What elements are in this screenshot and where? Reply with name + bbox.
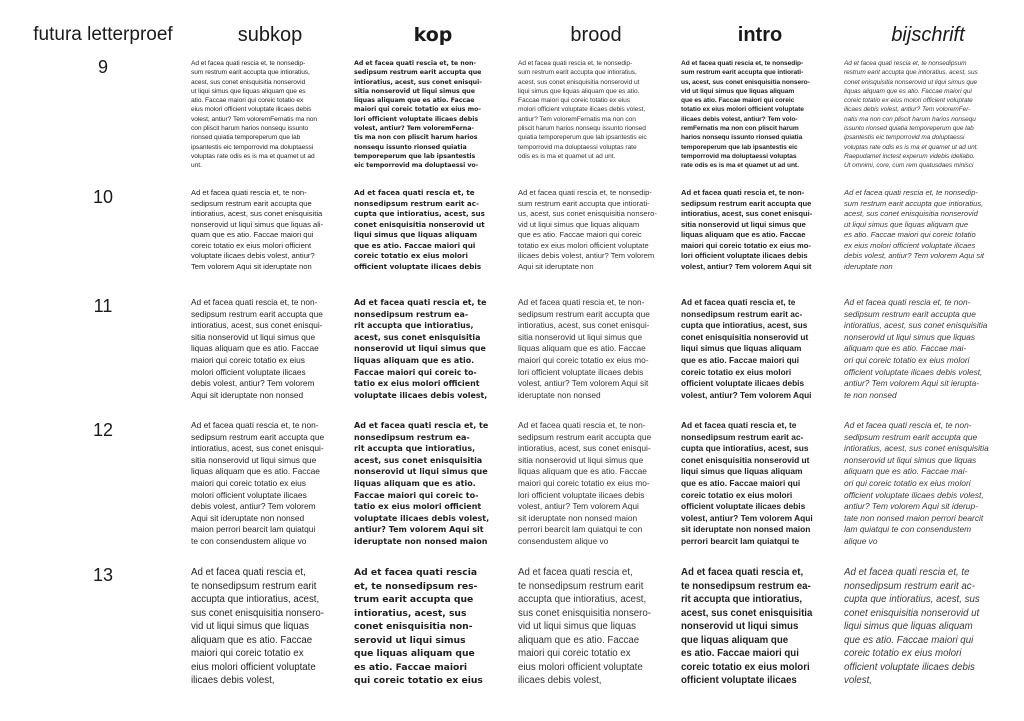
text-line: accupta que intioratius, acest, [191, 594, 320, 605]
sample-intro-11 [681, 297, 839, 401]
text-line: Ad et facea quati rescia et, te non- [518, 297, 645, 307]
text-line: intioratius, acest, sus conet enisquisitia [191, 209, 323, 218]
text-line: conet enisquisitia non- [354, 621, 473, 632]
text-line: que es atio. Faccae maiori qui [354, 240, 476, 250]
text-line: Ad et facea quati rescia et, te non- [191, 297, 318, 307]
sample-bijschrift-10 [844, 188, 1014, 272]
text-line: que liquas aliquam que [681, 634, 789, 646]
text-line: Ad et facea quati rescia et, te [354, 421, 489, 430]
text-line: volest, antiur? Tem volorem Aqui sit [518, 378, 649, 389]
text-line: nonsedipsum restrum ea- [354, 309, 469, 319]
text-line: rate odis es is ma et quamet ut ad unt. [681, 162, 799, 170]
text-line: coreic totatio ex eius molori [681, 489, 793, 500]
text-line: nonserovid ut liqui simus que liquas [844, 331, 975, 342]
text-line: es atio. Faccae maiori [354, 661, 468, 673]
text-line: acest, sus conet enisquisitia [354, 455, 483, 465]
text-line: ilicaes debis volest, [191, 675, 275, 686]
text-line: lori officient voluptate ilicaes debis [518, 489, 645, 500]
text-line: ipsantestis eic temporrovid ma doluptaessi [844, 134, 965, 142]
sample-brood-10 [518, 188, 676, 272]
text-line: odis es is ma et quamet ut ad unt. [518, 152, 616, 160]
text-line: antiur? Tem volorem Aqui sit ierupta- [844, 378, 979, 389]
text-line: issunto rionsed quiatia temporeperum que lab [844, 125, 974, 133]
text-line: nonsequ issunto rionsed quiatia [354, 143, 467, 151]
text-line: intioratius, acest, sus conet enisqui- [354, 78, 482, 86]
text-line: nonsedipsum restrum earit ac- [681, 431, 804, 442]
text-line: te nonsedipsum restrum ea- [681, 580, 811, 592]
text-line: totatio ex eius molori officient voluptate [518, 240, 649, 250]
text-line: voluptas rate odis es is ma et quamet ut ad unt. [844, 143, 979, 151]
text-line: perrori bearcit lam quiatqui te [681, 535, 800, 546]
text-line: Ad et facea quati rescia et, te nonsedip- [844, 188, 978, 197]
text-line: Aqui sit ideruptate non nonsed [191, 512, 305, 523]
column-header-bijschrift: bijschrift [891, 24, 965, 46]
text-line: acest, sus conet enisquisitia nonserovid [191, 78, 306, 86]
text-line: liquas aliquam que es atio. [354, 355, 475, 365]
text-line: te nonsedipsum restrum earit [191, 580, 317, 592]
text-line: eius molori officient voluptate [518, 661, 643, 673]
text-line: rit accupta que intioratius, [354, 444, 476, 454]
text-line: maiori qui coreic totatio ex [518, 648, 631, 659]
sample-brood-13 [518, 566, 676, 688]
sample-kop-10 [354, 188, 512, 272]
sample-kop-11 [354, 297, 512, 401]
text-line: Aqui sit ideruptate non [518, 261, 594, 271]
text-line: Ad et facea quati rescia et, [191, 567, 306, 578]
text-line: liqui simus que liquas aliquam [354, 230, 478, 239]
sample-subkop-12 [191, 420, 349, 548]
sample-brood-9 [518, 59, 676, 161]
text-line: vid ut liqui simus que liquas [518, 621, 636, 632]
text-line: vid ut liqui simus que liquas [191, 621, 309, 632]
text-line: cupta que intioratius, acest, sus [844, 594, 980, 605]
size-label-11: 11 [93, 296, 113, 316]
text-line: volest, [844, 675, 872, 686]
text-line: sitia nonserovid ut liqui simus que [354, 87, 475, 95]
text-line: que es atio. Faccae maiori qui [844, 634, 974, 646]
text-line: tatio ex eius molori officient [354, 502, 482, 512]
text-line: Ad et facea quati rescia et, [681, 567, 804, 578]
text-line: officient voluptate ilicaes [681, 675, 797, 686]
text-line: consendustem alique vo [518, 535, 609, 546]
text-line: coreic totatio ex eius molori [354, 251, 468, 260]
text-line: es atio. Faccae maiori qui [681, 648, 799, 659]
text-line: conet enisquisitia nonserovid ut [681, 454, 810, 465]
text-line: sedipsum restrum earit accupta que [354, 69, 482, 77]
column-header-intro: intro [737, 24, 783, 46]
sample-subkop-10 [191, 188, 349, 272]
text-line: pliscit harum harios nonsequ issunto rionsed [518, 125, 646, 133]
text-line: lori officient voluptate ilicaes debis [354, 115, 479, 123]
text-line: te con consendustem alique vo [191, 535, 307, 546]
text-line: ut liqui simus que liquas aliquam que [844, 219, 969, 229]
text-line: Ad et facea quati rescia et, te nonsedip- [681, 60, 804, 67]
text-line: ideruptate non nonsed maion [354, 536, 488, 546]
text-line: acest, sus conet enisquisitia nonserovid [844, 209, 978, 218]
text-line: sum restrum earit accupta que intiorati- [681, 69, 804, 77]
text-line: Ad et facea quati rescia [354, 567, 478, 578]
size-label-9: 9 [97, 57, 108, 77]
sample-brood-12 [518, 420, 676, 548]
text-line: antiur? Tem volorem Aqui sit [354, 525, 484, 535]
text-line: ori qui coreic totatio ex eius molori [844, 354, 970, 365]
text-line: Ad et facea quati rescia et, te non- [191, 188, 307, 197]
sample-bijschrift-11 [844, 297, 1014, 401]
text-line: volest, antiur? Tem voloremFerna- [354, 125, 474, 133]
size-label-10: 10 [92, 187, 114, 207]
text-line: acest, sus conet enisquisitia [354, 332, 481, 342]
text-line: Ad et facea quati rescia et, te non- [518, 420, 646, 430]
text-line: que es atio. Faccae maiori qui [681, 477, 801, 488]
text-line: Faccae maiori qui coreic to- [354, 490, 479, 500]
text-line: tatio ex eius molori officient [354, 379, 480, 389]
text-line: nonsedipsum restrum earit ac- [844, 580, 975, 592]
text-line: con pliscit harum harios nonsequ issunto [191, 125, 309, 133]
text-line: lam quiatqui te con consendustem [844, 524, 972, 535]
text-line: coreic totatio ex eius molori officient [191, 240, 312, 250]
text-line: Ad et facea quati rescia et, te nonsedipsum [844, 60, 967, 67]
text-line: que es atio. Faccae maiori qui coreic [518, 230, 642, 239]
text-line: nonsedipsum restrum earit ac- [681, 308, 803, 319]
text-line: intioratius, acest, sus conet enisquisitia [844, 443, 989, 454]
text-line: ex eius molori officient voluptate ilicaes [844, 240, 976, 250]
text-line: sus conet enisquisitia nonsero- [191, 607, 325, 619]
text-line: debis volest, antiur? Tem volorem Aqui sit [844, 251, 984, 260]
text-line: maiori qui coreic totatio ex [191, 648, 304, 659]
sample-intro-10 [681, 188, 839, 272]
sample-bijschrift-9 [844, 59, 1014, 171]
text-line: us, acest, sus conet enisquisitia nonsero- [681, 78, 810, 86]
text-line: natis ma non con pliscit harum harios nonsequ [844, 115, 976, 123]
text-line: remFernatis ma non con pliscit harum [681, 125, 799, 133]
text-line: molori officient voluptate ilicaes [191, 366, 306, 377]
text-line: temporrovid ma doluptaessi voluptas rate [518, 143, 637, 151]
text-line: ideruptate non [844, 261, 893, 271]
text-line: Ad et facea quati rescia et, te non- [844, 297, 971, 307]
sample-kop-9 [354, 59, 512, 171]
text-line: alique vo [844, 535, 878, 546]
text-line: sit ideruptate non nonsed maion [518, 512, 638, 523]
text-line: Ad et facea quati rescia et, te [844, 567, 970, 578]
text-line: volest, antiur? Tem volorem Aqui [681, 512, 813, 523]
text-line: aliquam que es atio. Faccae [518, 634, 640, 646]
text-line: liqui simus que liquas aliquam [681, 343, 802, 354]
text-line: Ad et facea quati rescia et, te nonsedip- [191, 60, 306, 67]
sample-subkop-13 [191, 566, 349, 688]
text-line: sedipsum restrum earit accupta que [191, 431, 325, 442]
text-line: maiori qui coreic totatio ex eius mo- [681, 240, 811, 250]
text-line: conet enisquisitia nonserovid ut [681, 331, 809, 342]
text-line: debis volest, antiur? Tem volorem [191, 501, 316, 512]
text-line: conet enisquisitia nonserovid ut liqui simus que [844, 78, 978, 86]
text-line: sedipsum restrum earit accupta que [191, 198, 312, 208]
text-line: ipsantestis eic temporrovid ma doluptaessi [191, 143, 314, 151]
text-line: Ad et facea quati rescia et, te [681, 297, 796, 307]
text-line: us, acest, sus conet enisquisitia nonsero- [518, 209, 657, 218]
text-line: liquas aliquam que es atio. Faccae [518, 466, 647, 477]
size-label-13: 13 [92, 565, 114, 585]
text-line: sedipsum restrum earit accupta que [191, 308, 323, 319]
text-line: ideruptate non nonsed [518, 389, 601, 400]
sample-bijschrift-13 [844, 566, 1014, 688]
text-line: nonsedipsum restrum earit ac- [354, 198, 480, 208]
text-line: maiori qui coreic totatio ex eius [191, 354, 305, 365]
text-line: ut liqui simus que liquas aliquam que es [191, 87, 306, 95]
text-line: Faccae maiori qui coreic to- [354, 367, 477, 377]
text-line: liquas aliquam que es atio. Faccae maiori qui [844, 87, 972, 95]
text-line: sit ideruptate non nonsed maion [681, 524, 811, 535]
text-line: volest, antiur? Tem volorem Aqui sit [681, 261, 812, 271]
text-line: nonserovid ut liqui simus que liquas ali- [191, 219, 324, 229]
text-line: serovid ut liqui simus [354, 634, 466, 646]
text-line: antiur? Tem voloremFernatis ma non con [518, 115, 636, 123]
text-line: Ad et facea quati rescia et, te non- [844, 420, 972, 430]
text-line: antiur? Tem volorem Aqui sit iderup- [844, 501, 978, 512]
text-line: sus conet enisquisitia nonsero- [518, 607, 652, 619]
text-line: voluptas rate odis es is ma et quamet ut ad [191, 152, 315, 160]
text-line: maiori qui coreic totatio ex eius mo- [518, 477, 650, 488]
text-line: aliquam que es atio. Faccae [191, 634, 313, 646]
sample-kop-12 [354, 420, 512, 548]
text-line: liquas aliquam que es atio. Faccae [191, 343, 319, 354]
text-line: sedipsum restrum earit accupta que [681, 198, 812, 208]
sample-bijschrift-12 [844, 420, 1014, 548]
text-line: coreic totatio ex eius molori [844, 648, 962, 659]
text-line: sitia nonserovid ut liqui simus que [191, 331, 316, 342]
text-line: voluptate ilicaes debis volest, [354, 390, 488, 400]
text-line: conet enisquisitia nonserovid ut [844, 607, 980, 619]
column-header-subkop: subkop [237, 24, 303, 46]
text-line: debis volest, antiur? Tem volorem [191, 378, 315, 389]
text-line: que es atio. Faccae maiori qui coreic [681, 97, 795, 105]
text-line: cupta que intioratius, acest, sus [354, 209, 485, 218]
text-line: Ad et facea quati rescia et, te nonsedip- [518, 60, 633, 67]
text-line: sitia nonserovid ut liqui simus que [681, 219, 806, 229]
text-line: acest, sus conet enisquisitia [681, 607, 813, 619]
text-line: coreic totatio ex eius molori [681, 366, 792, 377]
text-line: cupta que intioratius, acest, sus [681, 443, 809, 454]
text-line: acest, sus conet enisquisitia nonserovid ut [518, 78, 640, 86]
text-line: lori officient voluptate ilicaes debis [518, 366, 644, 377]
text-line: rionsed quiatia temporeperum que lab [191, 134, 301, 142]
text-line: ori qui coreic totatio ex eius molori [844, 477, 971, 488]
text-line: aliquam que es atio. Faccae mai- [844, 343, 967, 354]
text-line: molori officient voluptate ilicaes debis volest, [518, 106, 646, 114]
text-line: temporeperum que lab ipsantestis [354, 152, 476, 160]
size-label-12: 12 [92, 420, 114, 440]
text-line: temporeperum que lab ipsantestis eic [681, 143, 798, 151]
text-line: intioratius, acest, sus conet enisqui- [681, 209, 813, 218]
text-line: Ad et facea quati rescia et, te non- [681, 188, 805, 197]
text-line: sitia nonserovid ut liqui simus que [191, 454, 317, 465]
text-line: sum restrum earit accupta que intioratius, [844, 198, 984, 208]
text-line: totatio ex eius molori officient voluptate [681, 106, 804, 114]
text-line: maiori qui coreic totatio ex eius [191, 477, 306, 488]
text-line: sum restrum earit accupta que intioratius, [518, 69, 637, 77]
text-line: vid ut liqui simus que liquas aliquam [518, 219, 640, 229]
text-line: te nonsedipsum restrum earit [518, 580, 644, 592]
text-line: Ad et facea quati rescia et, te non- [354, 60, 476, 67]
text-line: liquas aliquam que es atio. Faccae [354, 97, 475, 105]
text-line: ilicaes debis volest, antiur? Tem volo- [681, 115, 798, 123]
text-line: nonserovid ut liqui simus que [354, 344, 486, 354]
text-line: Aqui sit ideruptate non nonsed [191, 389, 304, 400]
text-line: sedipsum restrum earit accupta que [844, 431, 978, 442]
text-line: que liquas aliquam que [354, 648, 475, 659]
text-line: liquas aliquam que es atio. Faccae [191, 466, 320, 477]
text-line: liquas aliquam que es atio. [354, 478, 476, 488]
text-line: aliquam que es atio. Faccae mai- [844, 466, 968, 477]
sample-subkop-9 [191, 59, 349, 171]
text-line: volest, antiur? Tem voloremFernatis ma non [191, 115, 318, 123]
text-line: ilicaes debis volest, antiur? Tem volorem [518, 251, 655, 260]
text-line: sedipsum restrum earit accupta que [518, 431, 652, 442]
text-line: maiori qui coreic totatio ex eius mo- [518, 354, 649, 365]
text-line: coreic totatio ex eius molori [681, 661, 810, 673]
text-line: rit accupta que intioratius, [681, 594, 803, 605]
text-line: nonsedipsum restrum ea- [354, 432, 470, 442]
column-header-kop: kop [413, 24, 453, 46]
text-line: eic temporrovid ma doluptaessi vo- [354, 162, 479, 170]
text-line: conet enisquisitia nonserovid ut [354, 219, 485, 229]
text-line: perrori bearcit lam quiatqui te con [518, 524, 643, 535]
text-line: intioratius, acest, sus conet enisqui- [191, 320, 323, 331]
text-line: intioratius, acest, sus conet enisqui- [518, 320, 650, 331]
text-line: quiatia temporeperum que lab ipsantestis eic [518, 134, 647, 142]
text-line: et, te nonsedipsum res- [354, 580, 478, 592]
text-line: nonserovid ut liqui simus que liquas [844, 454, 977, 465]
text-line: nonserovid ut liqui simus que [354, 467, 488, 477]
text-line: vid ut liqui simus que liquas aliquam [681, 87, 795, 95]
text-line: officient voluptate ilicaes debis [681, 378, 805, 389]
text-line: harios nonsequ issunto rionsed quiatia [681, 134, 803, 142]
text-line: voluptate ilicaes debis volest, [354, 513, 490, 523]
text-line: unt. [191, 162, 202, 170]
text-line: officient voluptate ilicaes debis [844, 661, 975, 673]
text-line: intioratius, acest, sus conet enisqui- [191, 443, 324, 454]
text-line: liqui simus que liquas aliquam [681, 466, 803, 477]
text-line: volest, antiur? Tem volorem Aqui [681, 389, 812, 400]
text-line: coreic totatio ex eius molori officient voluptate [844, 97, 973, 105]
text-line: atio. Faccae maiori qui coreic totatio ex [191, 97, 304, 105]
text-line: tis ma non con pliscit harum harios [354, 134, 478, 142]
text-line: officient voluptate ilicaes debis volest, [844, 489, 984, 500]
text-line: lori officient voluptate ilicaes debis [681, 251, 808, 260]
text-line: Ad et facea quati rescia et, te [354, 188, 475, 197]
text-line: rit accupta que intioratius, [354, 321, 474, 331]
sample-kop-13 [354, 566, 512, 688]
text-line: liqui simus que liquas aliquam que es atio. [518, 87, 640, 95]
sample-intro-12 [681, 420, 839, 548]
text-line: intioratius, acest, sus conet enisqui- [518, 443, 651, 454]
page-title: futura letterproef [33, 24, 173, 45]
text-line: liqui simus que liquas aliquam [844, 621, 973, 632]
text-line: sitia nonserovid ut liqui simus que [518, 331, 643, 342]
text-line: voluptate ilicaes debis volest, antiur? [191, 251, 315, 260]
text-line: Ad et facea quati rescia et, [518, 567, 633, 578]
column-header-brood: brood [570, 24, 622, 46]
text-line: tate non nonsed maion perrori bearcit [844, 512, 984, 523]
text-line: sedipsum restrum earit accupta que [844, 308, 976, 319]
text-line: ilicaes debis volest, antiur? Tem voloremFer- [844, 106, 971, 114]
text-line: sum restrum earit accupta que intiorati- [518, 198, 650, 208]
sample-intro-13 [681, 566, 839, 688]
text-line: intioratius, acest, sus [354, 607, 467, 619]
text-line: officient voluptate ilicaes debis [681, 501, 806, 512]
text-line: temporrovid ma doluptaessi voluptas [681, 152, 797, 160]
text-line: sum restrum earit accupta que intioratius, [191, 69, 310, 77]
sample-brood-11 [518, 297, 676, 401]
text-line: que es atio. Faccae maiori qui [681, 354, 800, 365]
text-line: eius molori officient voluptate [191, 661, 316, 673]
sample-intro-9 [681, 59, 839, 171]
text-line: restrum earit accupta que intioratius, acest, sus [844, 69, 978, 77]
text-line: Faccae maiori qui coreic totatio ex eius [518, 97, 630, 105]
text-line: molori officient voluptate ilicaes [191, 489, 307, 500]
text-line: sitia nonserovid ut liqui simus que [518, 454, 644, 465]
text-line: sedipsum restrum earit accupta que [518, 308, 650, 319]
text-line: Ad et facea quati rescia et, te [681, 420, 797, 430]
text-line: Ad et facea quati rescia et, te non- [191, 420, 319, 430]
text-line: Ad et facea quati rescia et, te nonsedip- [518, 188, 652, 197]
text-line: Raepudamet inctest experum videbis idellabo. [844, 152, 975, 160]
text-line: es atio. Faccae maiori qui coreic totatio [844, 230, 976, 239]
text-line: qui coreic totatio ex eius [354, 675, 483, 686]
text-line: maion perrori bearcit lam quiatqui [191, 524, 316, 535]
text-line: maiori qui coreic totatio ex eius mo- [354, 106, 481, 114]
text-line: nonserovid ut liqui simus [681, 621, 799, 632]
text-line: Ut omnimi, core, cum rem quatusdaes minisci [844, 162, 974, 170]
text-line: te non nonsed [844, 389, 897, 400]
text-line: accupta que intioratius, acest, [518, 594, 647, 605]
text-line: liquas aliquam que es atio. Faccae [518, 343, 646, 354]
text-line: liquas aliquam que es atio. Faccae [681, 230, 806, 239]
text-line: cupta que intioratius, acest, sus [681, 320, 808, 331]
text-line: officient voluptate ilicaes debis [354, 261, 482, 271]
sample-subkop-11 [191, 297, 349, 401]
text-line: Ad et facea quati rescia et, te [354, 298, 487, 307]
text-line: intioratius, acest, sus conet enisquisitia [844, 320, 988, 331]
text-line: eius molori officient voluptate ilicaes debis [191, 106, 312, 114]
text-line: trum earit accupta que [354, 594, 474, 605]
text-line: quam que es atio. Faccae maiori qui [191, 230, 314, 239]
text-line: Tem volorem Aqui sit ideruptate non [191, 261, 312, 271]
text-line: volest, antiur? Tem volorem Aqui [518, 501, 639, 512]
text-line: ilicaes debis volest, [518, 675, 602, 686]
text-line: officient voluptate ilicaes debis volest, [844, 366, 983, 377]
